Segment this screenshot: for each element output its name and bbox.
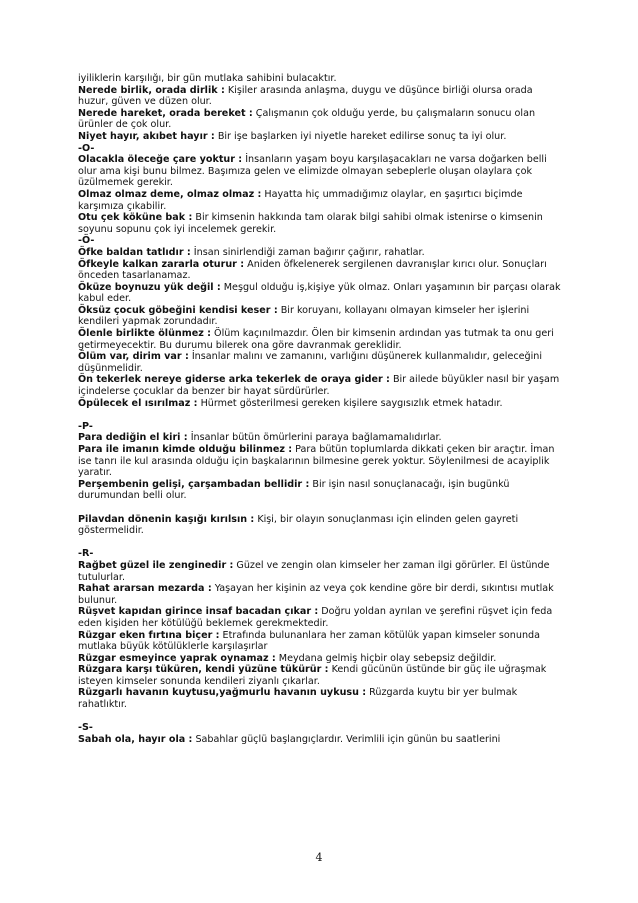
proverb-meaning: Güzel ve zengin olan kimseler her zaman ilgi görürler. El üstünde tutulurlar. — [78, 559, 550, 583]
proverb-term: Öpülecek el ısırılmaz : — [78, 397, 198, 409]
proverb-term: Para dediğin el kiri : — [78, 432, 188, 444]
proverb-term: Rüzgarlı havanın kuytusu,yağmurlu havanın uykusu : — [78, 687, 367, 699]
proverb-entry — [78, 479, 564, 502]
section-letter-heading: -Ö- — [78, 235, 95, 247]
proverb-entry — [78, 583, 564, 606]
proverb-entry — [78, 131, 564, 143]
proverb-entry — [78, 560, 564, 583]
proverb-entry — [78, 687, 564, 710]
proverb-entry — [78, 108, 564, 131]
proverb-meaning: Bir işe başlarken iyi niyetle hareket edilirse sonuç ta iyi olur. — [214, 130, 507, 142]
proverb-entry — [78, 664, 564, 687]
proverb-term: Ölenle birlikte ölünmez : — [78, 328, 211, 340]
proverb-meaning: Yaşayan her kişinin az veya çok kendine göre bir derdi, sıkıntısı mutlak bulunur. — [78, 583, 554, 606]
proverb-entry — [78, 432, 564, 444]
proverb-term: Ölüm var, dirim var : — [78, 351, 189, 363]
proverb-meaning: Para bütün toplumlarda dikkati çeken bir araçtır. İman ise tanrı ile kul arasında olduğu için başkalarının bilmesine gerek yoktur. Söylenilmesi de acayiplik yaratır. — [78, 444, 555, 479]
proverb-term: Rüzgar eken fırtına biçer : — [78, 629, 220, 641]
proverb-meaning: Doğru yoldan ayrılan ve şerefini rüşvet için feda eden kişiden her kötülüğü beklemek gerekmektedir. — [78, 606, 553, 629]
proverb-meaning: Aniden öfkelenerek sergilenen davranışlar kırıcı olur. Sonuçları önceden tasarlanamaz. — [78, 258, 547, 282]
proverb-term: Rahat ararsan mezarda : — [78, 583, 212, 595]
proverb-entry — [78, 154, 564, 189]
proverb-meaning: Bir kimsenin hakkında tam olarak bilgi sahibi olmak istenirse o kimsenin soyunu sopunu çok iyi incelemek gerekir. — [78, 212, 543, 235]
proverb-entry — [78, 398, 564, 410]
proverb-entry — [78, 606, 564, 629]
proverb-meaning: Meşgul olduğu iş,kişiye yük olmaz. Onları yaşamının bir parçası olarak kabul eder. — [78, 281, 561, 305]
proverb-meaning: Ölüm kaçınılmazdır. Ölen bir kimsenin ardından yas tutmak ta onu geri getirmeyecektir. Bu durumu bilerek ona göre davranmak gereklidir. — [78, 328, 554, 351]
proverb-meaning: İnsanlar bütün ömürlerini paraya bağlamamalıdırlar. — [187, 432, 442, 444]
proverb-term: Öksüz çocuk göbeğini kendisi keser : — [78, 304, 278, 316]
section-letter-heading: -R- — [78, 548, 94, 560]
proverb-entry — [78, 374, 564, 397]
proverb-meaning: Hürmet gösterilmesi gereken kişilere saygısızlık etmek hatadır. — [197, 397, 503, 409]
proverb-term: Otu çek köküne bak : — [78, 212, 193, 224]
proverb-meaning: Meydana gelmiş hiçbir olay sebepsiz değildir. — [275, 652, 497, 664]
proverb-entry — [78, 259, 564, 282]
proverb-term: Rüşvet kapıdan girince insaf bacadan çıkar : — [78, 606, 319, 618]
proverb-meaning: İnsan sinirlendiği zaman bağırır çağırır, rahatlar. — [190, 246, 425, 258]
proverb-meaning: Hayatta hiç ummadığımız olaylar, en şaşırtıcı biçimde karşımıza çıkabilir. — [78, 188, 523, 212]
section-letter-heading: -P- — [78, 420, 93, 432]
proverb-meaning: Bir işin nasıl sonuçlanacağı, işin bugünkü durumundan belli olur. — [78, 478, 510, 502]
proverb-entry — [78, 282, 564, 305]
paragraph-gap — [78, 711, 564, 723]
proverb-term: Sabah ola, hayır ola : — [78, 733, 193, 745]
proverb-meaning: Etrafında bulunanlara her zaman kötülük yapan kimseler sonunda mutlaka büyük kötülüklerle karşılaşırlar — [78, 629, 540, 653]
section-letter-heading: -S- — [78, 722, 93, 734]
proverb-term: Olmaz olmaz deme, olmaz olmaz : — [78, 188, 262, 200]
proverb-meaning: Çalışmanın çok olduğu yerde, bu çalışmaların sonucu olan ürünler de çok olur. — [78, 107, 536, 131]
proverb-term: Pilavdan dönenin kaşığı kırılsın : — [78, 513, 255, 525]
proverb-entry — [78, 630, 564, 653]
proverb-meaning: Sabahlar güçlü başlangıçlardır. Verimlili için günün bu saatlerini — [192, 733, 501, 745]
proverb-term: Rağbet güzel ile zenginedir : — [78, 559, 234, 571]
proverb-entry — [78, 734, 564, 746]
proverb-entry — [78, 247, 564, 259]
proverb-meaning: Bir ailede büyükler nasıl bir yaşam içindelerse çocuklar da benzer bir hayat sürdürürler. — [78, 374, 560, 398]
proverb-entry — [78, 73, 564, 85]
proverb-entry — [78, 351, 564, 374]
proverb-term: Öfke baldan tatlıdır : — [78, 246, 191, 258]
proverb-meaning: Kişi, bir olayın sonuçlanması için elinden gelen gayreti göstermelidir. — [78, 513, 519, 537]
proverb-entry — [78, 653, 564, 665]
proverb-term: Olacakla öleceğe çare yoktur : — [78, 154, 243, 166]
proverb-term: Niyet hayır, akıbet hayır : — [78, 130, 215, 142]
proverb-entry — [78, 85, 564, 108]
proverb-term: Nerede birlik, orada dirlik : — [78, 84, 225, 96]
proverb-term: Perşembenin gelişi, çarşambadan bellidir : — [78, 478, 310, 490]
proverb-meaning: iyiliklerin karşılığı, bir gün mutlaka sahibini bulacaktır. — [78, 73, 337, 84]
proverb-entry — [78, 305, 564, 328]
proverb-term: Rüzgar esmeyince yaprak oynamaz : — [78, 652, 276, 664]
proverb-meaning: Kişiler arasında anlaşma, duygu ve düşünce birliği olursa orada huzur, güven ve düzen olur. — [78, 84, 533, 108]
proverb-term: Nerede hareket, orada bereket : — [78, 107, 253, 119]
proverb-term: Rüzgara karşı tüküren, kendi yüzüne tükürür : — [78, 664, 329, 676]
proverb-meaning: İnsanlar malını ve zamanını, varlığını düşünerek kullanmalıdır, geleceğini düşünmelidir. — [78, 351, 543, 374]
paragraph-gap — [78, 409, 564, 421]
proverb-entry — [78, 444, 564, 479]
paragraph-gap — [78, 537, 564, 549]
proverb-term: Öküze boynuzu yük değil : — [78, 281, 221, 293]
section-letter-heading: -O- — [78, 142, 95, 154]
document-body — [78, 73, 564, 745]
proverb-term: Para ile imanın kimde olduğu bilinmez : — [78, 444, 293, 455]
proverb-entry — [78, 514, 564, 537]
proverb-entry — [78, 328, 564, 351]
proverb-entry — [78, 189, 564, 212]
proverb-entry — [78, 212, 564, 235]
proverb-meaning: Rüzgarda kuytu bir yer bulmak rahatlıktır. — [78, 687, 518, 711]
proverb-term: Öfkeyle kalkan zararla oturur : — [78, 258, 245, 270]
proverb-term: Ön tekerlek nereye giderse arka tekerlek de oraya gider : — [78, 374, 390, 386]
paragraph-gap — [78, 502, 564, 514]
proverb-meaning: Bir koruyanı, kollayanı olmayan kimseler her işlerini kendileri yapmak zorundadır. — [78, 304, 530, 328]
proverb-meaning: Kendi gücünün üstünde bir güç ile uğraşmak isteyen kimseler sonunda kendileri ziyanlı çıkarlar. — [78, 664, 547, 687]
page-number: 4 — [315, 851, 323, 864]
proverb-meaning: İnsanların yaşam boyu karşılaşacakları ne varsa doğarken belli olur ama kişi bunu bilmez. Başımıza gelen ve elimizde olmayan sebeplerle oluşan olaylara çok üzülmemek gerekir. — [78, 154, 547, 189]
